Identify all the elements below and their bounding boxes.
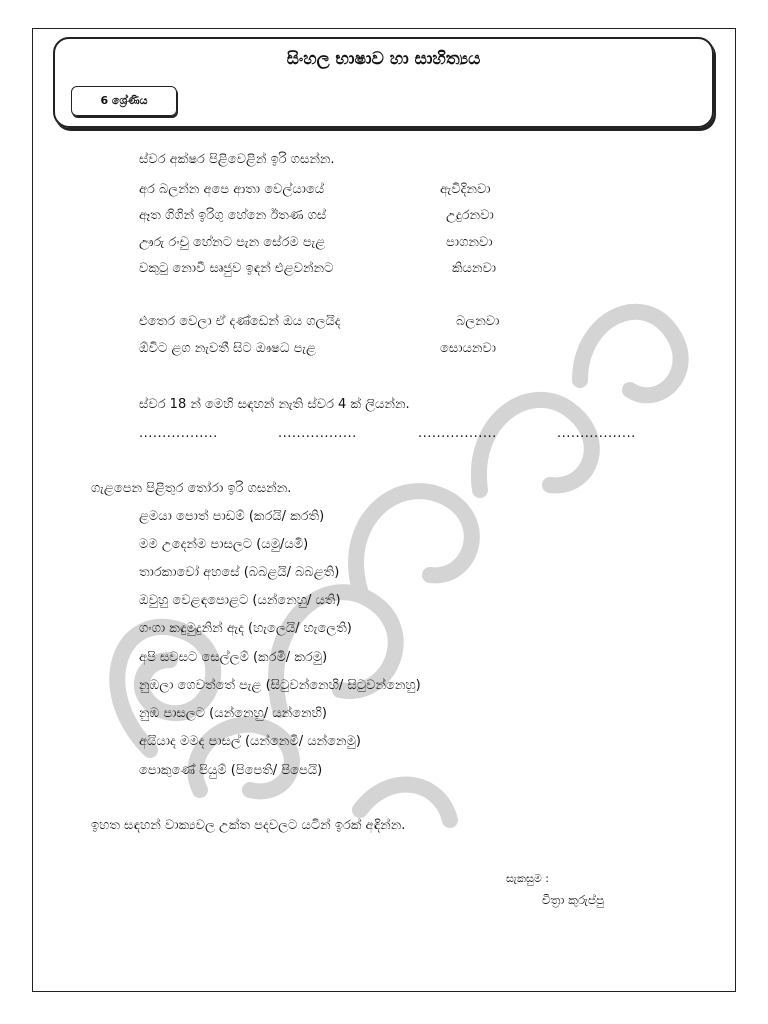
section4-instruction: ඉහත සඳහන් වාක්‍යවල උක්ත පදවලට යටින් ඉරක් අඳින්න. (91, 818, 406, 833)
compiler-name: චිත්‍රා කුරුප්පු (542, 893, 605, 907)
grade-label: 6 ශ්‍රේණිය (71, 86, 177, 116)
poem-answer: උදුරනවා (446, 208, 494, 223)
header-box (53, 37, 714, 128)
poem-line: අර බලන්න අපෙ ආතා වෙල්යායේ (139, 182, 325, 197)
answer-blank: ................. (557, 426, 636, 441)
answer-blank: ................. (139, 426, 218, 441)
section1-instruction: ස්වර අක්ෂර පිළිවෙළින් ඉරි ගසන්න. (139, 152, 335, 167)
exercise-item: ළමයා පොත් පාඩම් (කරයි/ කරති) (139, 509, 325, 524)
answer-blank: ................. (278, 426, 357, 441)
exercise-item: තාරකාවෝ අහසේ (බබළයි/ බබළති) (139, 565, 340, 580)
poem-answer: කියනවා (452, 261, 497, 276)
poem-line: ඌරු රංචු හේනට පැන සේරම පැළ (139, 235, 326, 250)
poem-line: එතෙර වෙලා ඒ දණ්ඩෙන් ඔය ගලයිද (139, 314, 341, 329)
compiled-by-label: සැකසුම : (506, 872, 549, 885)
poem-answer: පාගනවා (446, 235, 493, 250)
exercise-item: ඔවුහු වෙළඳපොළට (යන්නෙහු/ යති) (139, 593, 341, 608)
answer-blank: ................. (418, 426, 497, 441)
page-title: සිංහල භාෂාව හා සාහිත්‍යය (286, 49, 481, 69)
section3-instruction: ගැළපෙන පිළිතුර තෝරා ඉරි ගසන්න. (91, 481, 292, 496)
poem-line: වකුටු නොවී සෘජුව ඉඳන් එළවන්නට (139, 261, 334, 276)
poem-line: ඈත ගිගින් ඉරිගු හේනෙ ඊතණ ගස් (139, 208, 327, 223)
section2-instruction: ස්වර 18 න් මෙහි සඳහන් නැති ස්වර 4 ක් ලියන්න. (139, 397, 410, 412)
poem-line: ඕවිට ළග නැවතී සිට ඖෂධ පැළ (139, 341, 316, 356)
poem-answer: බලනවා (456, 314, 500, 329)
page-border (32, 28, 736, 992)
poem-answer: සොයනවා (440, 341, 497, 356)
exercise-item: නුඹලා ගෙවත්තේ පැළ (සිටුවන්නෙහි/ සිටුවන්නෙහු) (139, 678, 421, 693)
exercise-item: පොකුණේ පියුම් (පිපෙති/ පිපෙයි) (139, 763, 323, 778)
poem-answer: ඇවිදිනවා (440, 182, 491, 197)
exercise-item: මම උදෙන්ම පාසලට (යමු/යමි) (139, 537, 309, 552)
exercise-item: අපි සවසට සෙල්ලම් (කරමි/ කරමු) (139, 650, 328, 665)
exercise-item: අයියාද මමද පාසල් (යන්නෙමි/ යන්නෙමු) (139, 734, 361, 749)
exercise-item: නුඹ පාසලට (යන්නෙහු/ යන්නෙහි) (139, 706, 327, 721)
exercise-item: ගංගා කඳුමුදුනින් ඇද (හැලෙයි/ හැලෙති) (139, 621, 352, 636)
